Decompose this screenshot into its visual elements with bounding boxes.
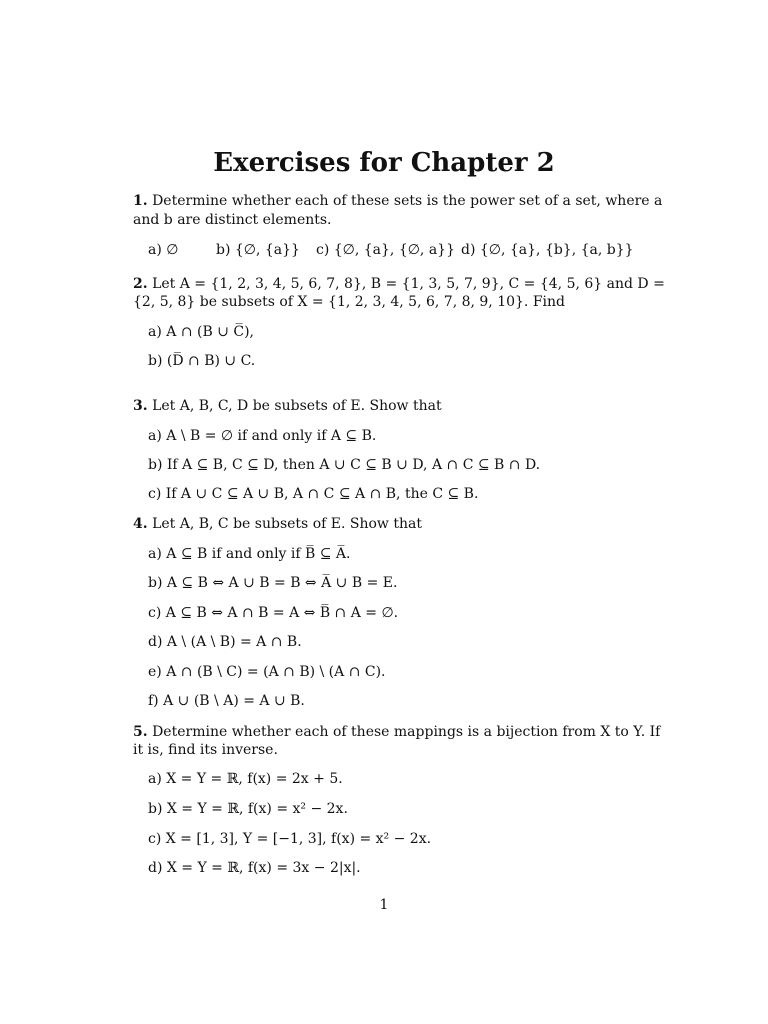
problem-number: 4. (133, 516, 148, 532)
p3-item-c: c) If A ∪ C ⊆ A ∪ B, A ∩ C ⊆ A ∩ B, the C ⊆ B. (148, 486, 479, 502)
p2-item-b: b) (D̅ ∩ B) ∪ C. (148, 353, 256, 369)
problem-5-line-2: it is, find its inverse. (133, 742, 278, 758)
problem-1-line-2: and b are distinct elements. (133, 212, 332, 228)
p4-item-d: d) A \ (A \ B) = A ∩ B. (148, 634, 302, 650)
p4-item-f: f) A ∪ (B \ A) = A ∪ B. (148, 693, 305, 709)
problem-text: Let A, B, C, D be subsets of E. Show that (152, 398, 442, 414)
p5-item-b: b) X = Y = ℝ, f(x) = x² − 2x. (148, 801, 348, 817)
problem-4-line-1 (133, 515, 422, 533)
p5-item-c: c) X = [1, 3], Y = [−1, 3], f(x) = x² − 2x. (148, 831, 432, 847)
problem-number: 3. (133, 398, 148, 414)
problem-2-line-2: {2, 5, 8} be subsets of X = {1, 2, 3, 4, 5, 6, 7, 8, 9, 10}. Find (133, 294, 566, 310)
p3-item-a: a) A \ B = ∅ if and only if A ⊆ B. (148, 428, 377, 444)
problem-number: 2. (133, 276, 148, 292)
p1-option-d: d) {∅, {a}, {b}, {a, b}} (461, 242, 634, 258)
p5-item-a: a) X = Y = ℝ, f(x) = 2x + 5. (148, 771, 343, 787)
problem-2-line-1 (133, 275, 665, 293)
problem-text: Determine whether each of these mappings is a bijection from X to Y. If (152, 724, 661, 740)
problem-5-line-1 (133, 723, 660, 741)
problem-text: Let A = {1, 2, 3, 4, 5, 6, 7, 8}, B = {1, 3, 5, 7, 9}, C = {4, 5, 6} and D = (152, 276, 665, 292)
p5-item-d: d) X = Y = ℝ, f(x) = 3x − 2|x|. (148, 860, 361, 876)
page-title: Exercises for Chapter 2 (213, 148, 555, 178)
problem-text: Let A, B, C be subsets of E. Show that (152, 516, 422, 532)
p3-item-b: b) If A ⊆ B, C ⊆ D, then A ∪ C ⊆ B ∪ D, A ∩ C ⊆ B ∩ D. (148, 457, 541, 473)
problem-number: 5. (133, 724, 148, 740)
p4-item-e: e) A ∩ (B \ C) = (A ∩ B) \ (A ∩ C). (148, 664, 386, 680)
problem-text: Determine whether each of these sets is the power set of a set, where a (152, 193, 663, 209)
p1-option-a: a) ∅ (148, 242, 179, 258)
p2-item-a: a) A ∩ (B ∪ C̅), (148, 324, 255, 340)
problem-1-line-1 (133, 192, 662, 210)
problem-3-line-1 (133, 397, 442, 415)
p4-item-a: a) A ⊆ B if and only if B̅ ⊆ A̅. (148, 546, 351, 562)
p4-item-b: b) A ⊆ B ⇔ A ∪ B = B ⇔ A̅ ∪ B = E. (148, 575, 398, 591)
page-number: 1 (379, 897, 389, 913)
problem-number: 1. (133, 193, 148, 209)
p4-item-c: c) A ⊆ B ⇔ A ∩ B = A ⇔ B̅ ∩ A = ∅. (148, 605, 399, 621)
p1-option-c: c) {∅, {a}, {∅, a}} (316, 242, 455, 258)
p1-option-b: b) {∅, {a}} (216, 242, 300, 258)
